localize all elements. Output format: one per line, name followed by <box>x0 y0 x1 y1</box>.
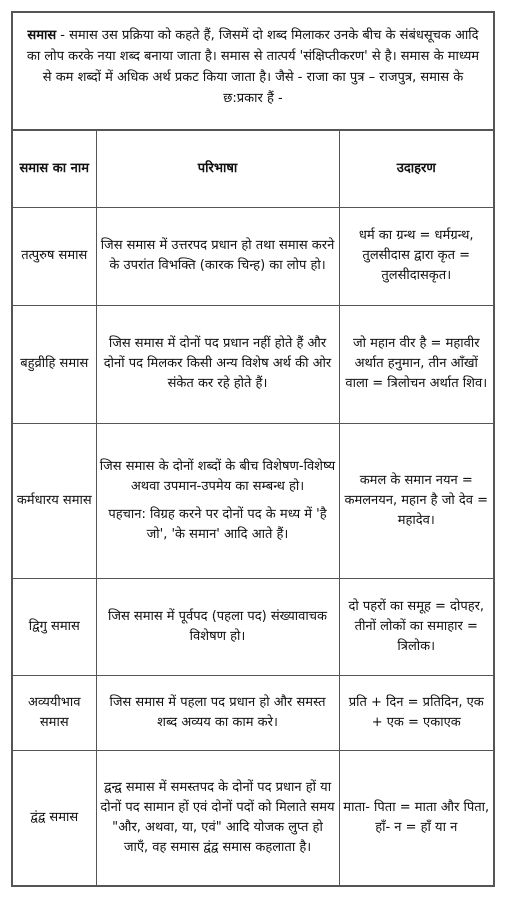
definition-text: जिस समास में दोनों पद प्रधान नहीं होते हैं और दोनों पद मिलकर किसी अन्य विशेष अर्थ की ओर संकेत कर रहे होते हैं। <box>103 336 332 391</box>
row-definition <box>96 305 339 423</box>
definition-text: जिस समास में उत्तरपद प्रधान हो तथा समास करने के उपरांत विभक्ति (कारक चिन्ह) का लोप हो। <box>100 238 335 273</box>
table-row <box>13 207 493 305</box>
row-definition <box>96 750 339 885</box>
samas-document <box>11 11 495 887</box>
definition-text: जिस समास में पहला पद प्रधान हो और समस्त शब्द अव्यय का काम करे। <box>109 694 326 730</box>
row-example: माता- पिता = माता और पिता, हाँ- न = हाँ या न <box>339 750 493 885</box>
header-name: समास का नाम <box>13 131 96 207</box>
definition-note: पहचान: विग्रह करने पर दोनों पद के मध्य में 'है जो', 'के समान' आदि आते हैं। <box>108 506 327 542</box>
row-name: बहुव्रीहि समास <box>13 305 96 423</box>
definition-text: द्वन्द्व समास में समस्तपद के दोनों पद प्रधान हों या दोनों पद सामान हों एवं दोनों पदों को मिलाते समय "और, अथवा, या, एवं" आदि योजक लुप्त हो जाएँ, वह समास द्वंद्व समास कहलाता है। <box>100 779 335 855</box>
row-name: तत्पुरुष समास <box>13 207 96 305</box>
table-row <box>13 675 493 750</box>
row-name: कर्मधारय समास <box>13 423 96 578</box>
row-example: धर्म का ग्रन्थ = धर्मग्रन्थ, तुलसीदास द्वारा कृत = तुलसीदासकृत। <box>339 207 493 305</box>
row-name: अव्ययीभाव समास <box>13 675 96 750</box>
samas-table <box>13 131 493 885</box>
row-definition <box>96 675 339 750</box>
intro-text: - समास उस प्रक्रिया को कहते हैं, जिसमें दो शब्द मिलाकर उनके बीच के संबंधसूचक आदि का लोप करके नया शब्द बनाया जाता है। समास से तात्पर्य 'संक्षिप्तीकरण' से है। समास के माध्यम से कम शब्दों में अधिक अर्थ प्रकट किया जाता है। जैसे - राजा का पुत्र – राजपुत्र, समास के छ:प्रकार हैं - <box>26 28 480 106</box>
intro-term: समास <box>27 28 57 43</box>
table-row <box>13 305 493 423</box>
row-definition <box>96 578 339 675</box>
row-example: प्रति + दिन = प्रतिदिन, एक + एक = एकाएक <box>339 675 493 750</box>
definition-text: जिस समास के दोनों शब्दों के बीच विशेषण-विशेष्य अथवा उपमान-उपमेय का सम्बन्ध हो। <box>99 458 336 494</box>
row-definition <box>96 207 339 305</box>
table-row <box>13 578 493 675</box>
intro-paragraph <box>13 13 493 131</box>
row-example: कमल के समान नयन = कमलनयन, महान है जो देव = महादेव। <box>339 423 493 578</box>
row-name: द्विगु समास <box>13 578 96 675</box>
table-row <box>13 750 493 885</box>
row-example: जो महान वीर है = महावीर अर्थात हनुमान, तीन आँखों वाला = त्रिलोचन अर्थात शिव। <box>339 305 493 423</box>
table-header-row <box>13 131 493 207</box>
header-definition: परिभाषा <box>96 131 339 207</box>
table-row <box>13 423 493 578</box>
row-name: द्वंद्व समास <box>13 750 96 885</box>
row-definition <box>96 423 339 578</box>
row-example: दो पहरों का समूह = दोपहर, तीनों लोकों का समाहार = त्रिलोक। <box>339 578 493 675</box>
definition-text: जिस समास में पूर्वपद (पहला पद) संख्यावाचक विशेषण हो। <box>107 608 328 644</box>
header-example: उदाहरण <box>339 131 493 207</box>
